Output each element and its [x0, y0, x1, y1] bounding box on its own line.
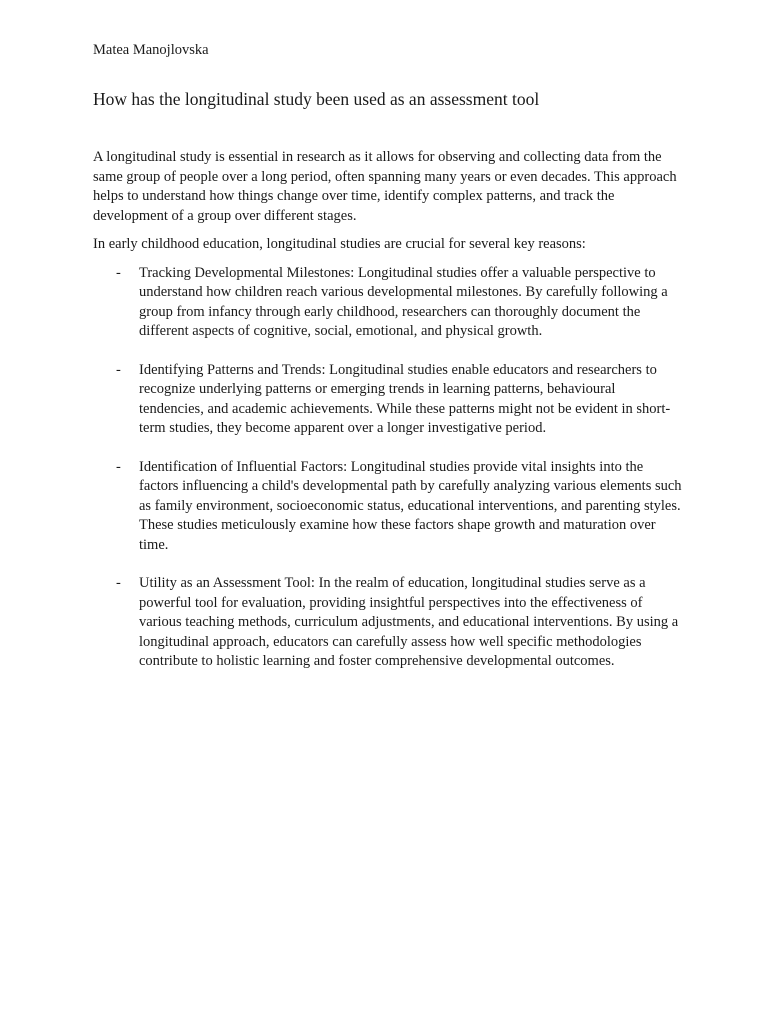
document-body	[93, 148, 683, 691]
author-name: Matea Manojlovska	[93, 42, 209, 58]
list-item-text: Identifying Patterns and Trends: Longitudinal studies enable educators and researchers to recognize underlying patterns or emerging trends in learning patterns, behavioural tendencies, and academic achievements. While these patterns might not be evident in short-term studies, they become apparent over a longer investigative period.	[139, 361, 671, 436]
list-item-text: Tracking Developmental Milestones: Longitudinal studies offer a valuable perspective to understand how children reach various developmental milestones. By carefully following a group from infancy through early childhood, researchers can thoroughly document the different aspects of cognitive, social, emotional, and physical growth.	[139, 264, 668, 339]
list-item-text: Utility as an Assessment Tool: In the realm of education, longitudinal studies serve as a powerful tool for evaluation, providing insightful perspectives into the effectiveness of various teaching methods, curriculum adjustments, and educational interventions. By using a longitudinal approach, educators can carefully assess how well specific methodologies contribute to holistic learning and foster comprehensive developmental outcomes.	[139, 575, 679, 669]
reasons-list	[93, 264, 683, 672]
list-item	[93, 361, 683, 439]
list-item	[93, 458, 683, 556]
lead-in-paragraph: In early childhood education, longitudinal studies are crucial for several key reasons:	[93, 236, 586, 252]
bullet-dash: -	[116, 264, 121, 281]
list-item-text: Identification of Influential Factors: Longitudinal studies provide vital insights into the factors influencing a child's developmental path by carefully analyzing various elements such as family environment, socioeconomic status, educational interventions, and parenting styles. These studies meticulously examine how these factors shape growth and maturation over time.	[139, 458, 682, 553]
intro-paragraph: A longitudinal study is essential in research as it allows for observing and collecting data from the same group of people over a long period, often spanning many years or even decades. This approach helps to understand how things change over time, identify complex patterns, and track the development of a group over different stages.	[93, 149, 677, 224]
bullet-dash: -	[116, 361, 121, 378]
list-item	[93, 264, 683, 342]
bullet-dash: -	[116, 458, 121, 475]
document-title: How has the longitudinal study been used as an assessment tool	[93, 89, 540, 109]
bullet-dash: -	[116, 575, 121, 591]
list-item	[93, 574, 683, 672]
